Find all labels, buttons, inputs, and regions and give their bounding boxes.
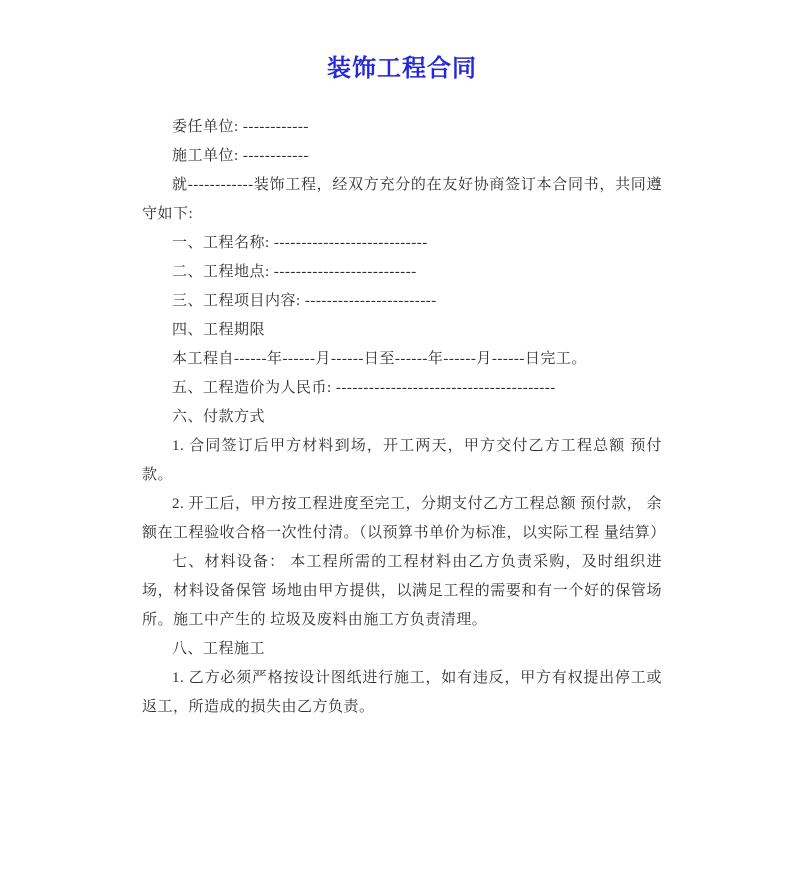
- document-title: 装饰工程合同: [327, 56, 477, 82]
- contract-paragraph-construction-item-1: 1. 乙方必须严格按设计图纸进行施工，如有违反，甲方有权提出停工或返工，所造成的损失由乙方负责。: [142, 670, 662, 715]
- contract-paragraph-payment-item-2: 2. 开工后，甲方按工程进度至完工，分期支付乙方工程总额 预付款， 余额在工程验收合格一次性付清。（以预算书单价为标准，以实际工程 量结算）: [142, 496, 666, 541]
- contract-paragraph-entrust-unit: 委任单位: ------------: [172, 119, 309, 135]
- contract-paragraph-project-content: 三、工程项目内容: ------------------------: [172, 293, 437, 309]
- contract-paragraph-construction-heading: 八、工程施工: [172, 641, 266, 657]
- contract-paragraph-project-duration-heading: 四、工程期限: [172, 322, 266, 338]
- contract-paragraph-materials: 七、材料设备： 本工程所需的工程材料由乙方负责采购，及时组织进场，材料设备保管 场地由甲方提供，以满足工程的需要和有一个好的保管场所。施工中产生的 垃圾及废料由施工方负责清理。: [142, 554, 662, 628]
- contract-paragraph-project-name: 一、工程名称: ----------------------------: [172, 235, 428, 251]
- document-body: [142, 113, 666, 722]
- contract-paragraph-duration-dates: 本工程自------年------月------日至------年------月------日完工。: [172, 351, 587, 367]
- contract-paragraph-preamble: 就------------装饰工程，经双方充分的在友好协商签订本合同书，共同遵守如下:: [142, 177, 662, 222]
- contract-paragraph-payment-heading: 六、付款方式: [172, 409, 266, 425]
- contract-paragraph-construction-unit: 施工单位: ------------: [172, 148, 309, 164]
- contract-paragraph-project-location: 二、工程地点: --------------------------: [172, 264, 417, 280]
- contract-paragraph-project-cost: 五、工程造价为人民币: ----------------------------------------: [172, 380, 556, 396]
- contract-paragraph-payment-item-1: 1. 合同签订后甲方材料到场，开工两天，甲方交付乙方工程总额 预付 款。: [142, 438, 662, 483]
